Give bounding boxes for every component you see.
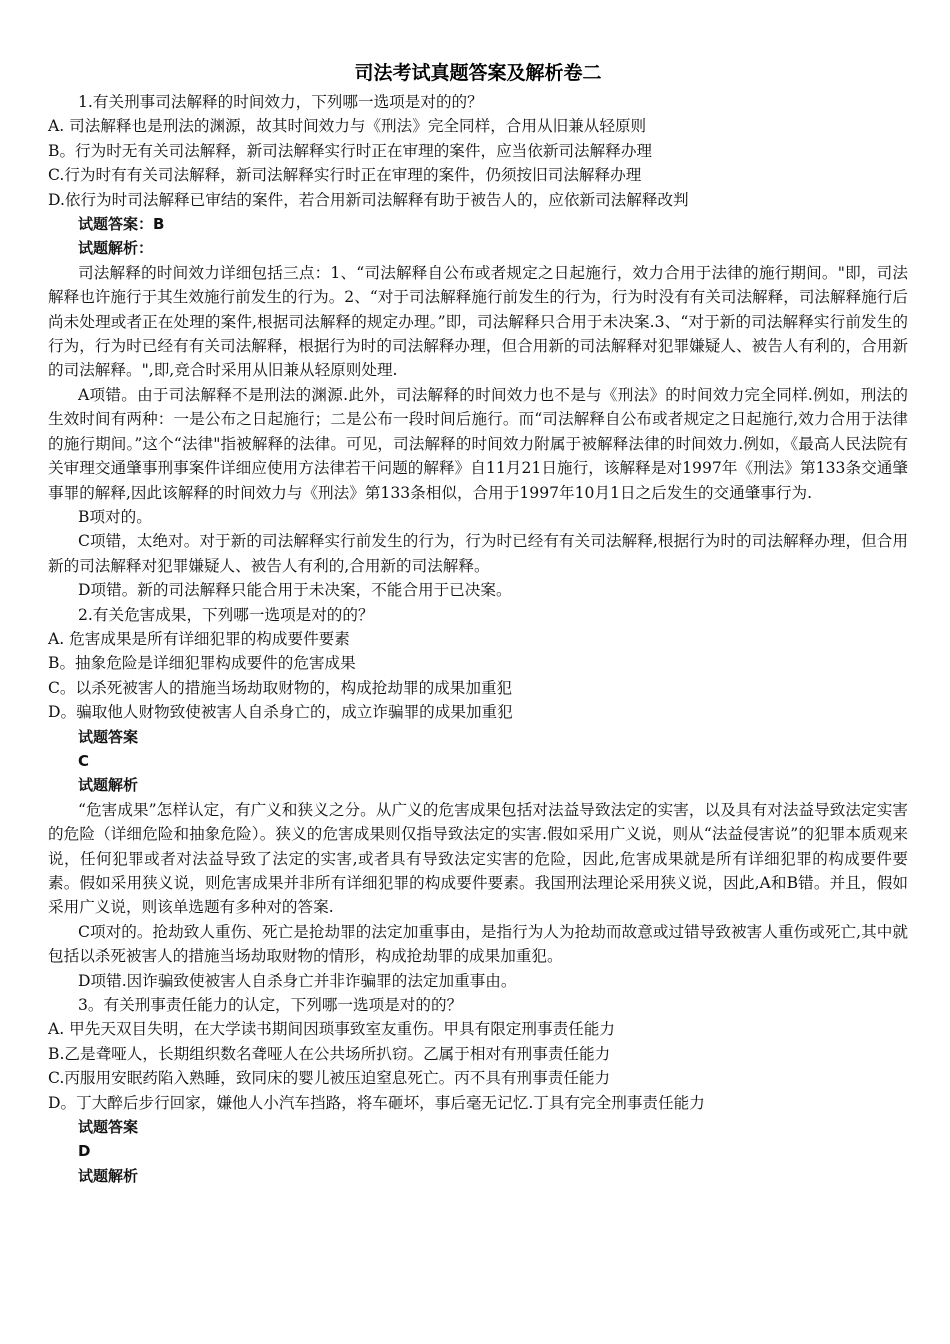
- question-2-stem: 2.有关危害成果，下列哪一选项是对的的？: [78, 605, 374, 624]
- question-1-option-d: D.依行为时司法解释已审结的案件，若合用新司法解释有助于被告人的，应依新司法解释改判: [48, 190, 689, 209]
- question-2-answer: C: [78, 751, 90, 770]
- question-2-option-d: D。骗取他人财物致使被害人自杀身亡的，成立诈骗罪的成果加重犯: [48, 703, 513, 722]
- question-3-stem: 3。有关刑事责任能力的认定，下列哪一选项是对的的？: [78, 996, 463, 1015]
- question-1-option-c: C.行为时有有关司法解释，新司法解释实行时正在审理的案件，仍须按旧司法解释办理: [48, 166, 642, 185]
- question-3-answer-label: 试题答案: [78, 1118, 139, 1137]
- page-title: 司法考试真题答案及解析卷二: [354, 62, 602, 84]
- question-1-option-a: A. 司法解释也是刑法的渊源，故其时间效力与《刑法》完全同样，合用从旧兼从轻原则: [48, 117, 647, 136]
- question-2-option-b: B。抽象危险是详细犯罪构成要件的危害成果: [48, 654, 356, 673]
- question-1-stem: 1.有关刑事司法解释的时间效力，下列哪一选项是对的的？: [78, 93, 483, 111]
- question-2-option-c: C。以杀死被害人的措施当场劫取财物的，构成抢劫罪的成果加重犯: [48, 678, 513, 697]
- question-1-analysis-label: 试题解析：: [78, 239, 154, 258]
- question-3-option-b: B.乙是聋哑人，长期组织数名聋哑人在公共场所扒窃。乙属于相对有刑事责任能力: [48, 1044, 611, 1063]
- document-page: [48, 58, 908, 1188]
- question-1-answer: 试题答案：B: [78, 215, 165, 234]
- question-3-option-d: D。丁大醉后步行回家，嫌他人小汽车挡路，将车砸坏，事后毫无记忆.丁具有完全刑事责任能力: [48, 1093, 705, 1112]
- question-3-analysis-label: 试题解析: [78, 1166, 139, 1185]
- question-1-analysis-paragraph: C项错，太绝对。对于新的司法解释实行前发生的行为，行为时已经有有关司法解释,根据行为时的司法解释办理，但合用新的司法解释对犯罪嫌疑人、被告人有利的,合用新的司法解释。: [48, 532, 908, 575]
- question-1-analysis-paragraph: A项错。由于司法解释不是刑法的渊源.此外，司法解释的时间效力也不是与《刑法》的时间效力完全同样.例如，刑法的生效时间有两种：一是公布之日起施行；二是公布一段时间后施行。而“司法解释自公布或者规定之日起施行,效力合用于法律的施行期间。”这个“法律"指被解释的法律。可见，司法解释的时间效力附属于被解释法律的时间效力.例如，《最高人民法院有关审理交通肇事刑事案件详细应使用方法律若干问题的解释》自11月21日施行，该解释是对1997年《刑法》第133条交通肇事罪的解释,因此该解释的时间效力与《刑法》第133条相似，合用于1997年10月1日之后发生的交通肇事行为.: [48, 385, 908, 502]
- question-2-analysis-paragraph: C项对的。抢劫致人重伤、死亡是抢劫罪的法定加重事由，是指行为人为抢劫而故意或过错导致被害人重伤或死亡,其中就包括以杀死被害人的措施当场劫取财物的情形，构成抢劫罪的成果加重犯。: [48, 922, 908, 966]
- question-1-analysis-paragraph: B项对的。: [78, 507, 152, 526]
- question-2-analysis-paragraph: D项错.因诈骗致使被害人自杀身亡并非诈骗罪的法定加重事由。: [78, 971, 517, 990]
- question-1-option-b: B。行为时无有关司法解释，新司法解释实行时正在审理的案件，应当依新司法解释办理: [48, 141, 653, 160]
- question-3-option-a: A. 甲先天双目失明，在大学读书期间因琐事致室友重伤。甲具有限定刑事责任能力: [48, 1020, 615, 1039]
- question-3-answer: D: [78, 1142, 91, 1161]
- question-1-analysis-paragraph: 司法解释的时间效力详细包括三点：1、“司法解释自公布或者规定之日起施行，效力合用于法律的施行期间。"即，司法解释也许施行于其生效施行前发生的行为。2、“对于司法解释施行前发生的行为，行为时没有有关司法解释，司法解释施行后尚未处理或者正在处理的案件,根据司法解释的规定办理。”即，司法解释只合用于未决案.3、“对于新的司法解释实行前发生的行为，行为时已经有有关司法解释，根据行为时的司法解释办理，但合用新的司法解释对犯罪嫌疑人、被告人有利的，合用新的司法解释。",即,竞合时采用从旧兼从轻原则处理.: [48, 263, 908, 380]
- question-2-analysis-paragraph: “危害成果”怎样认定，有广义和狭义之分。从广义的危害成果包括对法益导致法定的实害，以及具有对法益导致法定实害的危险（详细危险和抽象危险）。狭义的危害成果则仅指导致法定的实害.假如采用广义说，则从“法益侵害说”的犯罪本质观来说，任何犯罪或者对法益导致了法定的实害,或者具有导致法定实害的危险，因此,危害成果就是所有详细犯罪的构成要件要素。假如采用狭义说，则危害成果并非所有详细犯罪的构成要件要素。我国刑法理论采用狭义说，因此,A和B错。并且，假如采用广义说，则该单选题有多种对的答案.: [48, 800, 908, 917]
- question-1-analysis-paragraph: D项错。新的司法解释只能合用于未决案，不能合用于已决案。: [78, 581, 512, 600]
- question-2-option-a: A. 危害成果是所有详细犯罪的构成要件要素: [48, 629, 350, 648]
- question-3-option-c: C.丙服用安眠药陷入熟睡，致同床的婴儿被压迫窒息死亡。丙不具有刑事责任能力: [48, 1069, 611, 1088]
- question-2-analysis-label: 试题解析: [78, 776, 139, 795]
- question-2-answer-label: 试题答案: [78, 727, 139, 746]
